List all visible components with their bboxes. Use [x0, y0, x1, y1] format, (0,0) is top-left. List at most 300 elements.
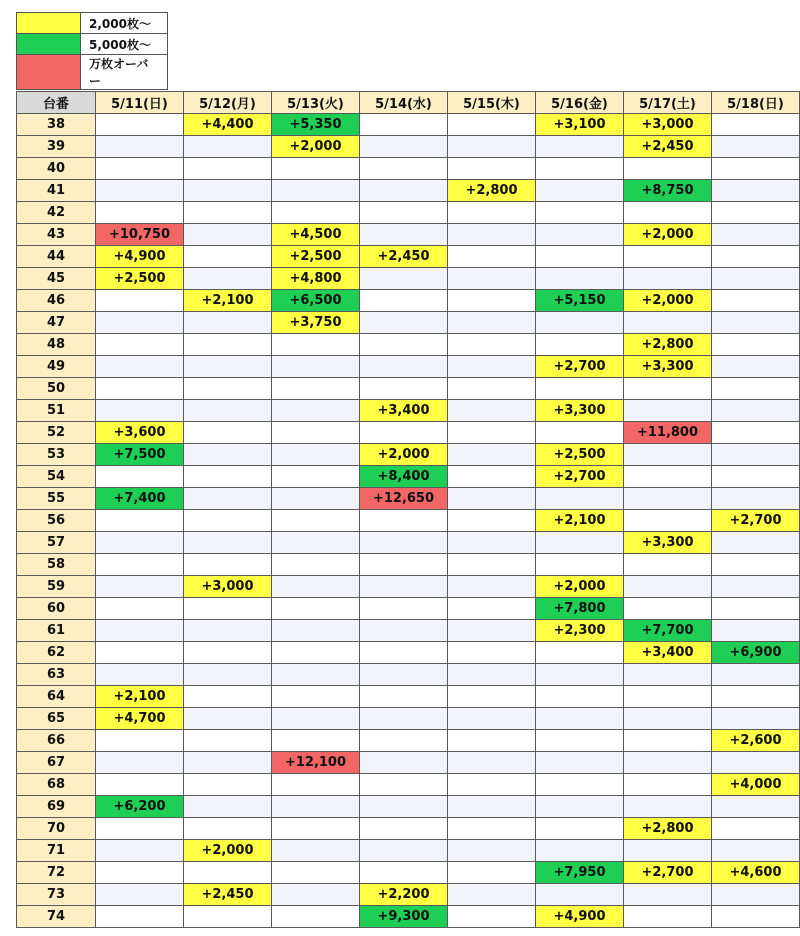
result-cell [712, 202, 800, 224]
table-row [17, 356, 800, 378]
result-cell [272, 598, 360, 620]
result-cell: +8,400 [360, 466, 448, 488]
result-cell [272, 532, 360, 554]
result-cell [448, 268, 536, 290]
table-row [17, 312, 800, 334]
result-cell [184, 180, 272, 202]
unit-number: 64 [17, 686, 96, 708]
result-cell [360, 180, 448, 202]
table-row [17, 840, 800, 862]
unit-number: 38 [17, 114, 96, 136]
table-row [17, 796, 800, 818]
unit-number: 58 [17, 554, 96, 576]
result-cell [360, 224, 448, 246]
result-cell [272, 422, 360, 444]
result-cell [712, 400, 800, 422]
unit-number: 62 [17, 642, 96, 664]
result-cell [96, 862, 184, 884]
result-cell [448, 598, 536, 620]
legend-swatch [17, 34, 81, 55]
result-cell: +11,800 [624, 422, 712, 444]
result-cell: +2,700 [624, 862, 712, 884]
result-cell: +2,000 [536, 576, 624, 598]
result-cell [624, 268, 712, 290]
day-header: 5/14(水) [360, 92, 448, 114]
result-cell [536, 312, 624, 334]
result-cell: +4,800 [272, 268, 360, 290]
result-cell: +3,300 [536, 400, 624, 422]
result-cell [624, 202, 712, 224]
result-cell [360, 620, 448, 642]
header-row [17, 92, 800, 114]
unit-number: 60 [17, 598, 96, 620]
unit-number: 51 [17, 400, 96, 422]
unit-number: 69 [17, 796, 96, 818]
result-cell [184, 334, 272, 356]
result-cell [448, 752, 536, 774]
result-cell: +2,200 [360, 884, 448, 906]
result-cell [96, 620, 184, 642]
result-cell [272, 796, 360, 818]
result-cell [536, 202, 624, 224]
result-cell [96, 774, 184, 796]
result-cell: +2,800 [448, 180, 536, 202]
result-cell: +4,500 [272, 224, 360, 246]
result-cell [624, 488, 712, 510]
result-cell [712, 686, 800, 708]
day-header: 5/18(日) [712, 92, 800, 114]
result-cell [712, 598, 800, 620]
day-header: 5/11(日) [96, 92, 184, 114]
result-cell [624, 466, 712, 488]
result-cell [448, 774, 536, 796]
result-cell: +7,800 [536, 598, 624, 620]
result-cell [96, 906, 184, 928]
result-cell [96, 312, 184, 334]
result-cell [96, 510, 184, 532]
result-cell [272, 576, 360, 598]
result-cell [272, 334, 360, 356]
result-cell [184, 862, 272, 884]
result-cell: +3,000 [624, 114, 712, 136]
result-cell [448, 818, 536, 840]
result-cell [712, 378, 800, 400]
result-cell [624, 796, 712, 818]
result-cell: +2,000 [360, 444, 448, 466]
result-cell [272, 708, 360, 730]
result-cell [96, 466, 184, 488]
unit-number: 67 [17, 752, 96, 774]
result-cell [272, 818, 360, 840]
result-cell [536, 532, 624, 554]
unit-number: 66 [17, 730, 96, 752]
result-cell [624, 576, 712, 598]
table-row [17, 466, 800, 488]
result-cell [624, 840, 712, 862]
unit-number: 63 [17, 664, 96, 686]
result-cell [448, 730, 536, 752]
result-cell: +6,200 [96, 796, 184, 818]
result-cell [624, 774, 712, 796]
unit-number: 72 [17, 862, 96, 884]
result-cell [96, 642, 184, 664]
unit-number: 74 [17, 906, 96, 928]
result-cell [272, 686, 360, 708]
result-cell: +5,350 [272, 114, 360, 136]
table-row [17, 202, 800, 224]
result-cell [360, 114, 448, 136]
day-header: 5/12(月) [184, 92, 272, 114]
result-cell: +2,000 [272, 136, 360, 158]
result-cell [360, 598, 448, 620]
result-cell [96, 400, 184, 422]
results-table [16, 91, 800, 928]
result-cell [536, 730, 624, 752]
result-cell [96, 290, 184, 312]
result-cell: +12,100 [272, 752, 360, 774]
result-cell [360, 312, 448, 334]
result-cell [96, 730, 184, 752]
result-cell [184, 224, 272, 246]
result-cell [448, 840, 536, 862]
result-cell [536, 642, 624, 664]
result-cell: +3,300 [624, 532, 712, 554]
result-cell [184, 466, 272, 488]
table-row [17, 818, 800, 840]
result-cell: +3,600 [96, 422, 184, 444]
result-cell: +3,400 [624, 642, 712, 664]
result-cell [448, 334, 536, 356]
result-cell [272, 554, 360, 576]
unit-number: 57 [17, 532, 96, 554]
result-cell [712, 906, 800, 928]
result-cell: +4,600 [712, 862, 800, 884]
unit-number: 65 [17, 708, 96, 730]
table-row [17, 290, 800, 312]
unit-number: 61 [17, 620, 96, 642]
result-cell [712, 840, 800, 862]
result-cell [96, 114, 184, 136]
unit-number: 59 [17, 576, 96, 598]
result-cell: +2,800 [624, 334, 712, 356]
result-cell: +2,500 [272, 246, 360, 268]
result-cell [360, 554, 448, 576]
result-cell [184, 532, 272, 554]
table-row [17, 444, 800, 466]
result-cell: +4,900 [96, 246, 184, 268]
table-row [17, 224, 800, 246]
result-cell [448, 114, 536, 136]
result-cell [536, 686, 624, 708]
result-cell [184, 664, 272, 686]
result-cell [712, 488, 800, 510]
result-cell [448, 664, 536, 686]
result-cell [536, 884, 624, 906]
result-cell [624, 378, 712, 400]
result-cell [448, 510, 536, 532]
result-cell [624, 246, 712, 268]
legend-swatch [17, 13, 81, 34]
result-cell [536, 818, 624, 840]
result-cell [272, 180, 360, 202]
result-cell [712, 290, 800, 312]
result-cell [536, 664, 624, 686]
result-cell: +2,300 [536, 620, 624, 642]
result-cell [184, 510, 272, 532]
result-cell [272, 202, 360, 224]
result-cell: +3,300 [624, 356, 712, 378]
result-cell [184, 620, 272, 642]
result-cell: +7,400 [96, 488, 184, 510]
table-row [17, 246, 800, 268]
legend-label: 2,000枚～ [81, 13, 168, 34]
table-row [17, 576, 800, 598]
result-cell [184, 422, 272, 444]
result-cell [624, 158, 712, 180]
result-cell [448, 224, 536, 246]
table-row [17, 752, 800, 774]
result-cell [536, 796, 624, 818]
result-cell [96, 180, 184, 202]
table-row [17, 664, 800, 686]
result-cell [624, 598, 712, 620]
result-cell [272, 906, 360, 928]
result-cell [184, 312, 272, 334]
day-header: 5/17(土) [624, 92, 712, 114]
legend-label: 5,000枚～ [81, 34, 168, 55]
result-cell [536, 840, 624, 862]
unit-number: 73 [17, 884, 96, 906]
result-cell [536, 136, 624, 158]
unit-number: 56 [17, 510, 96, 532]
result-cell [448, 356, 536, 378]
result-cell [536, 224, 624, 246]
table-row [17, 532, 800, 554]
table-row [17, 378, 800, 400]
unit-number-header: 台番 [17, 92, 96, 114]
result-cell [536, 708, 624, 730]
result-cell: +5,150 [536, 290, 624, 312]
result-cell: +3,100 [536, 114, 624, 136]
result-cell [536, 488, 624, 510]
result-cell [712, 334, 800, 356]
result-cell [96, 334, 184, 356]
table-row [17, 642, 800, 664]
result-cell [448, 246, 536, 268]
result-cell: +2,100 [184, 290, 272, 312]
result-cell [624, 400, 712, 422]
table-row [17, 114, 800, 136]
legend-item [17, 55, 168, 90]
result-cell [96, 818, 184, 840]
legend-swatch [17, 55, 81, 90]
result-cell [624, 730, 712, 752]
result-cell [712, 884, 800, 906]
result-cell [184, 818, 272, 840]
result-cell: +3,750 [272, 312, 360, 334]
result-cell [272, 730, 360, 752]
result-cell: +2,800 [624, 818, 712, 840]
result-cell [448, 884, 536, 906]
result-cell [448, 686, 536, 708]
result-cell [96, 378, 184, 400]
result-cell [360, 642, 448, 664]
result-cell: +2,500 [96, 268, 184, 290]
result-cell: +2,100 [96, 686, 184, 708]
result-cell [712, 312, 800, 334]
result-cell [536, 752, 624, 774]
result-cell: +2,700 [536, 356, 624, 378]
result-cell [448, 202, 536, 224]
legend-item [17, 13, 168, 34]
unit-number: 44 [17, 246, 96, 268]
result-cell [184, 202, 272, 224]
result-cell [96, 576, 184, 598]
result-cell [624, 554, 712, 576]
result-cell [536, 554, 624, 576]
result-cell [712, 444, 800, 466]
result-cell [448, 532, 536, 554]
result-cell [712, 356, 800, 378]
result-cell [184, 488, 272, 510]
legend [16, 12, 168, 90]
result-cell [360, 576, 448, 598]
result-cell [536, 158, 624, 180]
result-cell [448, 422, 536, 444]
result-cell: +3,000 [184, 576, 272, 598]
result-cell [624, 664, 712, 686]
result-cell [184, 378, 272, 400]
result-cell [360, 356, 448, 378]
result-cell: +6,500 [272, 290, 360, 312]
result-cell [272, 620, 360, 642]
result-cell [96, 136, 184, 158]
result-cell [624, 510, 712, 532]
result-cell [712, 224, 800, 246]
result-cell: +2,700 [536, 466, 624, 488]
result-cell [712, 114, 800, 136]
table-row [17, 884, 800, 906]
result-cell: +2,450 [184, 884, 272, 906]
result-cell [536, 180, 624, 202]
result-cell [272, 466, 360, 488]
result-cell [272, 158, 360, 180]
table-row [17, 906, 800, 928]
result-cell [360, 136, 448, 158]
result-cell: +2,600 [712, 730, 800, 752]
result-cell: +4,900 [536, 906, 624, 928]
result-cell [96, 158, 184, 180]
result-cell: +2,100 [536, 510, 624, 532]
result-cell [360, 708, 448, 730]
result-cell [184, 708, 272, 730]
result-cell [360, 686, 448, 708]
result-cell [184, 796, 272, 818]
unit-number: 68 [17, 774, 96, 796]
table-row [17, 510, 800, 532]
result-cell [712, 752, 800, 774]
result-cell [96, 356, 184, 378]
result-cell [184, 686, 272, 708]
table-row [17, 268, 800, 290]
result-cell [448, 576, 536, 598]
result-cell: +7,950 [536, 862, 624, 884]
result-cell: +2,000 [184, 840, 272, 862]
unit-number: 45 [17, 268, 96, 290]
result-cell [448, 400, 536, 422]
result-cell [448, 796, 536, 818]
result-cell [448, 488, 536, 510]
table-row [17, 686, 800, 708]
result-cell [624, 752, 712, 774]
result-cell [448, 862, 536, 884]
result-cell [360, 840, 448, 862]
result-cell [184, 774, 272, 796]
result-cell: +10,750 [96, 224, 184, 246]
day-header: 5/16(金) [536, 92, 624, 114]
result-cell: +2,700 [712, 510, 800, 532]
result-cell [360, 158, 448, 180]
result-cell: +4,400 [184, 114, 272, 136]
result-cell [272, 840, 360, 862]
result-cell [448, 466, 536, 488]
unit-number: 52 [17, 422, 96, 444]
unit-number: 70 [17, 818, 96, 840]
table-row [17, 422, 800, 444]
result-cell [448, 906, 536, 928]
unit-number: 47 [17, 312, 96, 334]
unit-number: 42 [17, 202, 96, 224]
result-cell [184, 158, 272, 180]
result-cell: +4,700 [96, 708, 184, 730]
unit-number: 46 [17, 290, 96, 312]
result-cell [96, 598, 184, 620]
unit-number: 43 [17, 224, 96, 246]
result-cell [272, 378, 360, 400]
result-cell: +6,900 [712, 642, 800, 664]
result-cell: +7,500 [96, 444, 184, 466]
unit-number: 50 [17, 378, 96, 400]
result-cell [184, 136, 272, 158]
result-cell [96, 532, 184, 554]
result-cell [448, 312, 536, 334]
result-cell [184, 268, 272, 290]
result-cell [624, 884, 712, 906]
table-row [17, 774, 800, 796]
result-cell: +2,000 [624, 224, 712, 246]
result-cell [448, 158, 536, 180]
day-header: 5/15(木) [448, 92, 536, 114]
result-cell [272, 488, 360, 510]
result-cell [712, 708, 800, 730]
legend-item [17, 34, 168, 55]
table-row [17, 488, 800, 510]
result-cell [184, 598, 272, 620]
table-row [17, 554, 800, 576]
result-cell [96, 884, 184, 906]
result-cell [536, 774, 624, 796]
result-cell [536, 246, 624, 268]
result-cell [448, 708, 536, 730]
result-cell: +2,450 [624, 136, 712, 158]
result-cell [360, 796, 448, 818]
result-cell [272, 774, 360, 796]
result-cell [360, 510, 448, 532]
result-cell [96, 554, 184, 576]
result-cell [536, 268, 624, 290]
result-cell [448, 136, 536, 158]
result-cell [712, 268, 800, 290]
